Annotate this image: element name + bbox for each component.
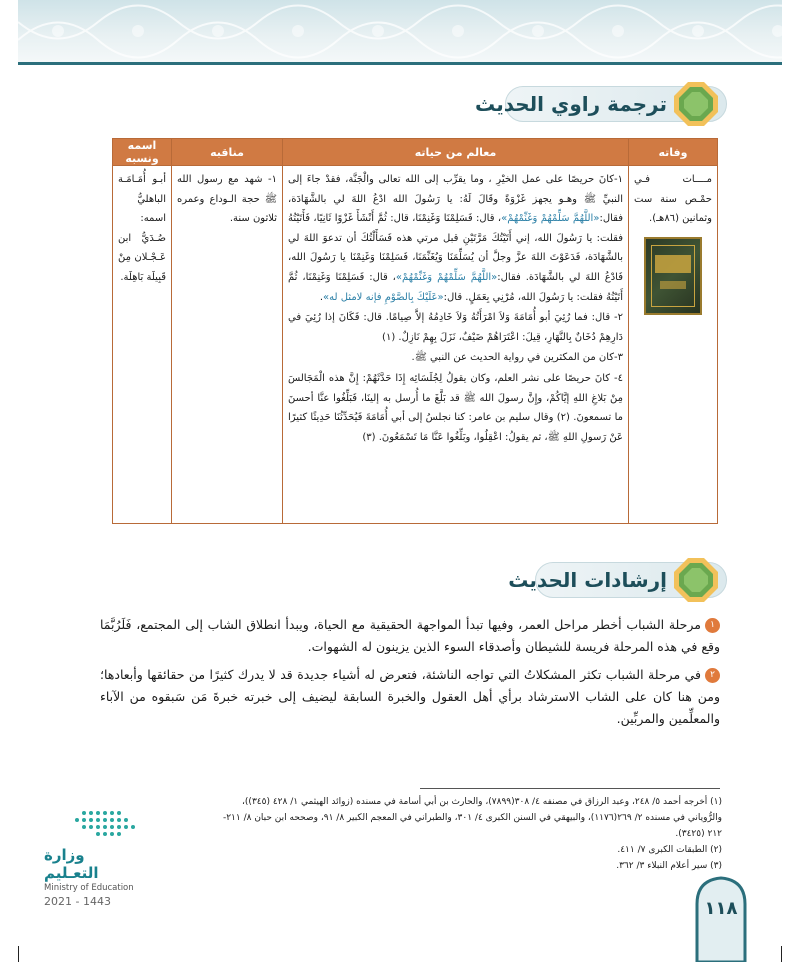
book-cover-image [644,237,702,315]
cell-name [113,166,172,524]
footnote: (٣) سير أعلام النبلاء ٣/ ٣٦٢. [616,861,722,871]
ministry-name-en: Ministry of Education [44,883,134,893]
crop-mark [781,946,782,962]
cell-death [629,166,718,524]
octagon-badge-icon [672,80,720,128]
life-point-2: ٢- قال: فما رُئِيَ أبو أُمَامَةَ وَلاَ امْرَأَتُهُ وَلاَ خَادِمُهُ إلاَّ صِيامًا. قال: فَكَانَ إذا رُئِيَ في دَارِهِمْ دُخَانٌ بِالنَّهَارِ، قِيلَ: اعْتَرَاهُمْ ضَيْفٌ، نَزَلَ بِهِمْ نَازِلٌ. (١) [288,312,623,343]
page-number-tab [693,876,749,962]
guidance-number: ١ [705,618,720,633]
guidance-number: ٢ [705,668,720,683]
guidance-item [100,614,720,658]
crop-mark [18,946,19,962]
guidance-text: مرحلة الشباب أخطر مراحل العمر، وفيها تبدأ المواجهة الحقيقية مع الحياة، ويبدأ انطلاق الشاب إلى المجتمع، فَلَرُبَّمَا وقع في هذه المرحلة فريسة للشيطان وأصدقاء السوء الذين يزينون له الشهوات. [100,617,720,654]
footnote-divider [420,788,720,789]
death-text: مــــات فـي حمْـص سنة ست وثمانين (٨٦هـ). [634,174,712,225]
life-point-1: ١-كانَ حريصًا على عمل الخيْرِ ، وما يقرِّب إلى الله تعالى والْجَنَّة، فقدْ جاءَ إلى النبيِّ ﷺ وهـو يجهز غَزْوَةً وقَالَ لَهُ: يا رَسُولَ الله ادْعُ اللهَ لي بالشَّهَادَة، فقال:«اللَّهُمَّ سَلِّمْهُمْ وَغَنِّمْهُمْ»، قال: فَسَلِمْنَا وَغَنِمْنَا، قال: ثُمَّ أَنْشَأَ غَزْوًا ثَانِيًا، فَأَتَيْتُهُ فقلت: يا رَسُولَ الله، إني أَتَيْتُكَ مَرَّتَيْنِ قبل مرتي هذه فَسَأَلْتُكَ أن تدعوَ اللهَ لي بالشَّهَادَة، فَدَعَوْتَ اللهَ عزَّ وجلَّ أن يُسَلِّمَنَا وَيُغَنِّمَنَا، فَسَلِمْنَا وَغَنِمْنَا يا رَسُولَ الله، فَادْعُ اللهَ لي بالشَّهَادَة. فقال:«اللَّهُمَّ سَلِّمْهُمْ وَغَنِّمْهُمْ»، قال: فَسَلِمْنَا وَغَنِمْنَا، ثُمَّ أَتَيْتُهُ فقلت: يا رَسُولَ الله، مُرْنِي بِعَمَلٍ. قال:«عَلَيْكَ بِالصَّوْمِ فإنه لامثل له». [288,174,623,303]
ministry-name-ar: وزارة التعـليم [44,846,99,882]
section-title-guidance: إرشادات الحديث [508,568,667,592]
footnote: (٢) الطبقات الكبرى ٧/ ٤١١. [617,845,722,855]
guidance-item [100,664,720,730]
page-number: ١١٨ [704,898,738,919]
section-title-narrator: ترجمة راوي الحديث [475,92,667,116]
footnotes [210,794,722,874]
header-virtues: مناقبه [172,139,283,166]
virtues-text: ١- شهد مع رسول الله ﷺ حجة الـوداع وعمره ثلاثون سنة. [177,174,277,225]
header-life: معالم من حياته [283,139,629,166]
guidance-text: في مرحلة الشباب تكثر المشكلاتُ التي تواجه الناشئة، فتعرض له أشياء جديدة قد لا يدرك كثيرًا من حقائقها وأبعادها؛ ومن هنا كان على الشاب الاسترشاد برأي أهل العقول والخبرة السابقة ليضيف إلى خبرته خبرةَ مَن سَبقوه من الآباء والمعلِّمين والمربِّين. [100,667,720,726]
cell-life [283,166,629,524]
ministry-dots-icon [44,808,154,842]
ministry-logo [44,808,164,908]
header-divider [18,62,782,65]
footnote: (١) أخرجه أحمد ٥/ ٢٤٨، وعبد الرزاق في مصنفه ٤/ ٣٠٨(٧٨٩٩)، والحارث بن أبي أسامة في مسنده (زوائد الهيثمي ١/ ٤٢٨ (٣٤٥))، والرُّوياني في مسنده ٢/ ٢٦٩(١١٧٦)، والبيهقي في السنن الكبرى ٤/ ٣٠١، والطبراني في المعجم الكبير ٨/ ٩١، وصححه ابن حبان ٨/ ٢١١- ٢١٢ (٣٤٢٥). [222,797,722,839]
cell-virtues [172,166,283,524]
octagon-badge-icon [672,556,720,604]
header-death: وفاته [629,139,718,166]
header-ornament [18,0,782,62]
name-text: أبـو أُمَـامَـة الباهليُّ اسمه: صُـدَيُّ ابن عَـجْـلان مِنْ قَبِيلَة بَاهِلَة. [118,174,166,283]
life-point-4: ٤- كانَ حريصًا على نشر العلم، وكان يقولُ لِجُلَسَائِه إِذَا حَدَّثَهُمْ: إِنَّ هذه الْمَجَالسَ مِنْ بَلاغِ اللهِ إيَّاكُمْ، وإِنَّ رسولَ الله ﷺ قد بَلَّغَ ما أُرسل به إلينَا، فَبَلِّغُوا عنَّا أحسنَ ما تسمعونَ. (٢) وقال سليم بن عامر: كنا نجلسُ إلى أبي أُمَامَةَ فَيُحَدِّثُنَا حَدِيثًا كثيرًا عَنْ رَسولِ اللهِ ﷺ، ثم يقولُ: اعْقِلُوا، وبَلِّغُوا عَنَّا مَا تَسْمَعُونَ. (٣) [288,372,624,443]
edition-year: 2021 - 1443 [44,895,111,908]
narrator-table [112,138,718,524]
header-name: اسمه ونسبه [113,139,172,166]
life-point-3: ٣-كان من المكثرين في رواية الحديث عن النبي ﷺ. [411,352,623,364]
